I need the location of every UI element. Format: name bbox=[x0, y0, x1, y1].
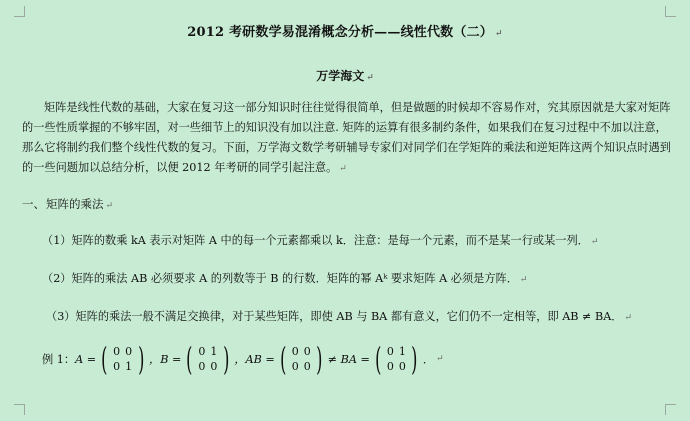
list-item-3[interactable] bbox=[46, 308, 632, 324]
matrix-cell: 0 bbox=[210, 360, 218, 373]
matrix-cell: 0 bbox=[386, 360, 394, 373]
intro-text: 矩阵是线性代数的基础，大家在复习这一部分知识时往往觉得很简单，但是做题的时候却不容易作对，究其原因就是大家对矩阵的一些性质掌握的不够牢固，对一些细节上的知识没有加以注意. 矩阵的运算有很多制约条件，如果我们在复习过程中不加以注意，那么它将制约我们整个线性代数的复习。下面，万学海文数学考研辅导专家们对同学们在学矩阵的乘法和逆矩阵这两个知识点时遇到的一些问题加以总结分析，以便 2012 年考研的同学引起注意。 bbox=[22, 101, 671, 174]
left-paren-icon: ( bbox=[375, 340, 382, 378]
list-item-1[interactable] bbox=[42, 232, 598, 248]
corner-mark-bottom-left bbox=[14, 404, 25, 415]
right-paren-icon: ) bbox=[222, 340, 230, 378]
list-item-2-text: （2）矩阵的乘法 AB 必须要求 A 的列数等于 B 的行数．矩阵的幂 Aᵏ 要求矩阵 A 必须是方阵． bbox=[42, 272, 518, 285]
document-author[interactable] bbox=[0, 67, 690, 84]
matrix-ab-label: ，AB = bbox=[234, 353, 275, 366]
left-paren-icon: ( bbox=[101, 340, 108, 378]
right-paren-icon: ) bbox=[411, 340, 418, 378]
matrix-cell: 1 bbox=[398, 345, 406, 358]
example-1[interactable] bbox=[42, 342, 444, 376]
matrix-cell: 0 bbox=[386, 345, 394, 358]
section-number: 一、 bbox=[22, 197, 45, 211]
matrix-b bbox=[183, 340, 232, 378]
matrix-cell: 1 bbox=[125, 360, 133, 373]
paragraph-mark-icon: ↵ bbox=[339, 164, 347, 174]
matrix-cell: 0 bbox=[198, 360, 206, 373]
section-heading[interactable] bbox=[22, 196, 113, 212]
paragraph-mark-icon: ↵ bbox=[590, 237, 599, 247]
paragraph-mark-icon: ↵ bbox=[366, 73, 374, 83]
matrix-b-label: ，B = bbox=[149, 353, 182, 366]
paragraph-mark-icon: ↵ bbox=[105, 201, 114, 211]
corner-mark-top-right bbox=[665, 6, 676, 17]
matrix-cell: 1 bbox=[210, 345, 218, 358]
paragraph-mark-icon: ↵ bbox=[624, 313, 633, 323]
paragraph-mark-icon: ↵ bbox=[436, 354, 444, 364]
left-paren-icon: ( bbox=[186, 340, 193, 378]
matrix-cell: 0 bbox=[198, 345, 206, 358]
list-item-3-text: （3）矩阵的乘法一般不满足交换律，对于某些矩阵，即使 AB 与 BA 都有意义，它们仍不一定相等，即 AB ≠ BA． bbox=[46, 310, 623, 323]
intro-paragraph[interactable] bbox=[22, 98, 674, 179]
left-paren-icon: ( bbox=[279, 340, 287, 378]
right-paren-icon: ) bbox=[316, 340, 323, 378]
corner-mark-bottom-right bbox=[665, 404, 676, 415]
paragraph-mark-icon: ↵ bbox=[494, 29, 503, 39]
list-item-1-text: （1）矩阵的数乘 kA 表示对矩阵 A 中的每一个元素都乘以 k．注意：是每一个元素，而不是某一行或某一列． bbox=[42, 234, 589, 247]
matrix-cell: 0 bbox=[303, 345, 311, 358]
matrix-cell: 0 bbox=[398, 360, 406, 373]
matrix-a-label: A = bbox=[75, 352, 97, 366]
section-title: 矩阵的乘法 bbox=[46, 197, 104, 211]
matrix-cell: 0 bbox=[291, 360, 299, 373]
matrix-cell: 0 bbox=[303, 360, 311, 373]
matrix-ba bbox=[372, 340, 421, 378]
matrix-ab bbox=[277, 340, 326, 378]
not-equal-ba-label: ≠ BA = bbox=[327, 352, 370, 366]
matrix-cell: 0 bbox=[291, 345, 299, 358]
paragraph-mark-icon: ↵ bbox=[519, 275, 528, 285]
author-text: 万学海文 bbox=[316, 69, 365, 83]
example-label: 例 1： bbox=[42, 353, 76, 366]
matrix-a bbox=[98, 340, 147, 378]
list-item-2[interactable] bbox=[42, 270, 527, 286]
right-paren-icon: ) bbox=[137, 340, 144, 378]
example-end: ． bbox=[422, 353, 435, 366]
document-title[interactable] bbox=[0, 21, 690, 40]
matrix-cell: 0 bbox=[125, 345, 133, 358]
corner-mark-top-left bbox=[14, 6, 25, 17]
matrix-cell: 0 bbox=[113, 345, 121, 358]
matrix-cell: 0 bbox=[113, 360, 121, 373]
document-title-text: 2012 考研数学易混淆概念分析——线性代数（二） bbox=[187, 25, 493, 40]
